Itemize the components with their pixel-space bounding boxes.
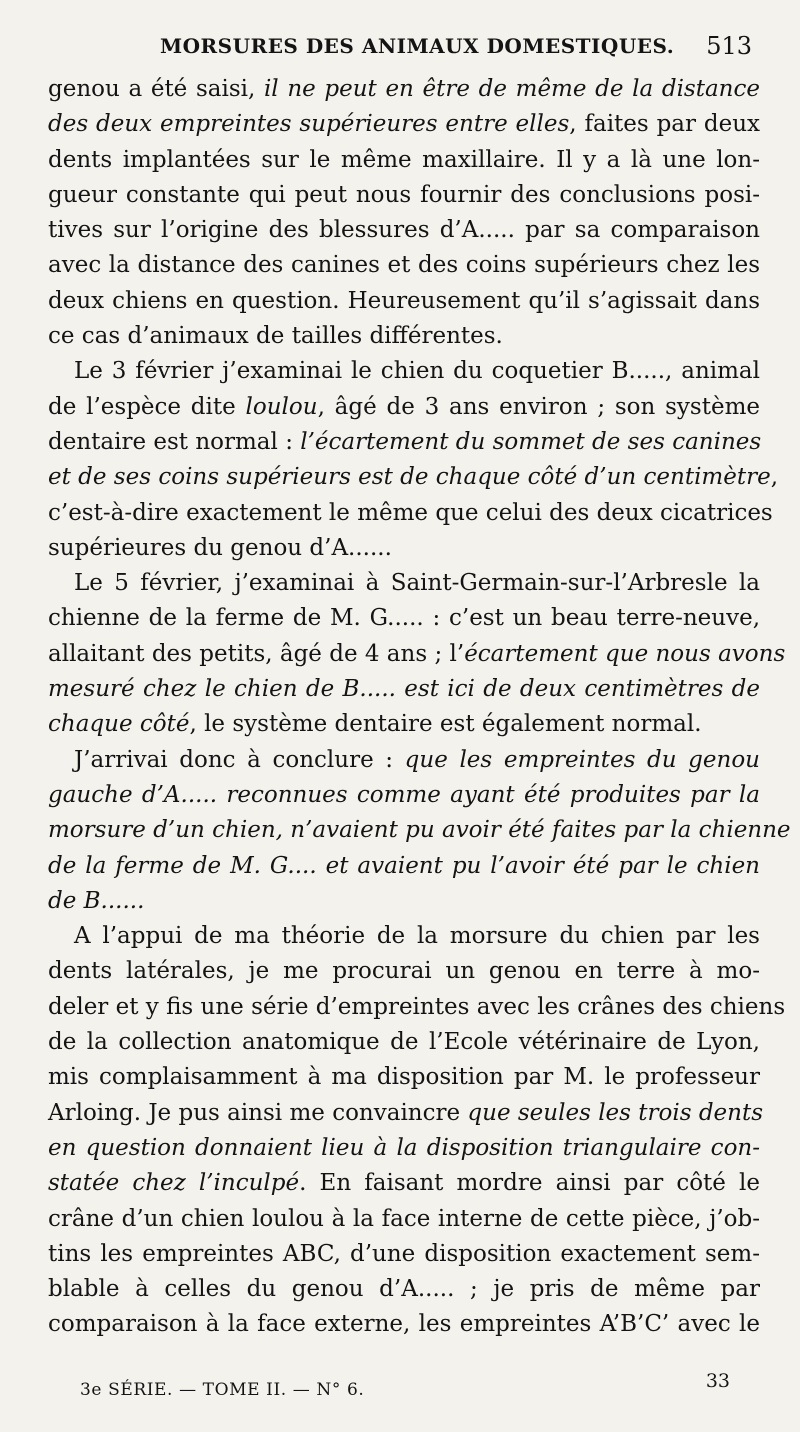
text-run: , faites par deux (569, 111, 760, 138)
text-line (48, 849, 760, 884)
italic-run: loulou (245, 393, 318, 420)
text-run: , âgé de 3 ans environ ; son système (317, 393, 760, 420)
text-run: genou a été saisi, (48, 76, 264, 102)
text-line (48, 496, 773, 531)
text-run: mis complaisamment à ma disposition par M. le professeur (48, 1064, 760, 1091)
italic-run: il ne peut en être de même de la distance (263, 76, 760, 102)
text-run: Le 5 février, j’examinai à Saint-Germain-sur-l’Arbresle la (74, 570, 760, 597)
text-line (48, 178, 760, 213)
signature-mark: 33 (705, 1370, 730, 1392)
text-run: dents implantées sur le même maxillaire. Il y a là une lon- (48, 146, 760, 173)
text-run: deux chiens en question. Heureusement qu’il s’agissait dans (48, 287, 760, 314)
text-run: J’arrivai donc à conclure : (74, 746, 405, 773)
italic-run: gauche d’A..... reconnues comme ayant été produites par la (48, 781, 760, 808)
italic-run: écartement que nous avons (464, 640, 786, 667)
text-run: crâne d’un chien loulou à la face interne de cette pièce, j’ob- (48, 1205, 760, 1232)
text-run: dentaire est normal : (48, 428, 301, 455)
text-run: dents latérales, je me procurai un genou en terre à mo- (48, 958, 760, 985)
text-run: gueur constante qui peut nous fournir des conclusions posi- (48, 181, 760, 208)
italic-run: de la ferme de M. G.... et avaient pu l’avoir été par le chien (48, 852, 760, 879)
text-line (48, 601, 760, 636)
text-line (48, 460, 779, 495)
text-run: chienne de la ferme de M. G..... : c’est un beau terre-neuve, (48, 605, 760, 632)
italic-run: de B...... (48, 887, 145, 914)
italic-run: des deux empreintes supérieures entre elles (48, 111, 570, 138)
text-line (48, 143, 760, 178)
page-header (160, 30, 760, 66)
text-line (48, 1025, 760, 1060)
text-line (48, 390, 760, 425)
running-title: MORSURES DES ANIMAUX DOMESTIQUES. (160, 34, 675, 58)
text-line (48, 248, 760, 283)
text-line (48, 1272, 760, 1307)
text-line (48, 213, 760, 248)
text-line (48, 884, 760, 919)
text-run: c’est-à-dire exactement le même que celui des deux cicatrices (48, 499, 773, 526)
page-footer (80, 1370, 760, 1412)
italic-run: en question donnaient lieu à la disposition triangulaire con- (48, 1134, 760, 1161)
italic-run: mesuré chez le chien de B..... est ici de deux centimètres de (48, 676, 760, 703)
text-line (48, 425, 760, 460)
text-line (48, 707, 760, 742)
text-run: supérieures du genou d’A...... (48, 534, 392, 561)
italic-run: chaque côté (48, 711, 190, 738)
text-line (48, 1237, 760, 1272)
text-run: deler et y fis une série d’empreintes avec les crânes des chiens (48, 993, 786, 1020)
text-line (48, 1060, 760, 1095)
text-run: blable à celles du genou d’A..... ; je pris de même par (48, 1276, 760, 1303)
text-line (48, 531, 760, 566)
text-run: de la collection anatomique de l’Ecole vétérinaire de Lyon, (48, 1029, 760, 1056)
text-run: . En faisant mordre ainsi par côté le (299, 1170, 760, 1197)
text-run: avec la distance des canines et des coins supérieurs chez les (48, 252, 760, 279)
italic-run: que les empreintes du genou (404, 746, 760, 773)
italic-run: que seules les trois dents (467, 1099, 764, 1126)
text-line (48, 954, 760, 989)
text-run: , (770, 464, 779, 491)
text-run: de l’espèce dite (48, 393, 246, 420)
text-run: allaitant des petits, âgé de 4 ans ; l’ (48, 640, 465, 667)
text-line (48, 813, 791, 848)
text-line (48, 1202, 760, 1237)
text-line (48, 990, 786, 1025)
text-run: tives sur l’origine des blessures d’A..... par sa comparaison (48, 217, 760, 244)
text-line (48, 1307, 760, 1342)
text-line (48, 672, 760, 707)
italic-run: et de ses coins supérieurs est de chaque côté d’un centimètre (48, 464, 771, 491)
italic-run: l’écartement du sommet de ses canines (300, 428, 762, 455)
text-line (48, 354, 760, 389)
text-line (48, 284, 760, 319)
series-note: 3e SÉRIE. — TOME II. — N° 6. (80, 1380, 365, 1400)
text-run: Le 3 février j’examinai le chien du coquetier B....., animal (74, 358, 760, 385)
text-line (48, 72, 760, 107)
text-line (48, 107, 760, 142)
italic-run: morsure d’un chien, n’avaient pu avoir été faites par la chienne (48, 817, 791, 844)
text-run: tins les empreintes ABC, d’une disposition exactement sem- (48, 1240, 760, 1267)
text-line (48, 1096, 764, 1131)
text-line (48, 743, 760, 778)
italic-run: statée chez l’inculpé (48, 1170, 300, 1197)
text-run: Arloing. Je pus ainsi me convaincre (48, 1099, 468, 1126)
text-line (48, 637, 786, 672)
text-run: ce cas d’animaux de tailles différentes. (48, 323, 503, 350)
body-text (48, 72, 791, 1343)
text-line (48, 1166, 760, 1201)
text-run: , le système dentaire est également normal. (189, 711, 702, 738)
text-line (48, 919, 760, 954)
text-run: comparaison à la face externe, les empreintes A’B’C’ avec le (48, 1311, 760, 1338)
text-line (48, 319, 760, 354)
text-line (48, 566, 760, 601)
text-line (48, 1131, 760, 1166)
text-run: A l’appui de ma théorie de la morsure du chien par les (74, 923, 760, 950)
page-number: 513 (706, 32, 752, 60)
text-line (48, 778, 760, 813)
